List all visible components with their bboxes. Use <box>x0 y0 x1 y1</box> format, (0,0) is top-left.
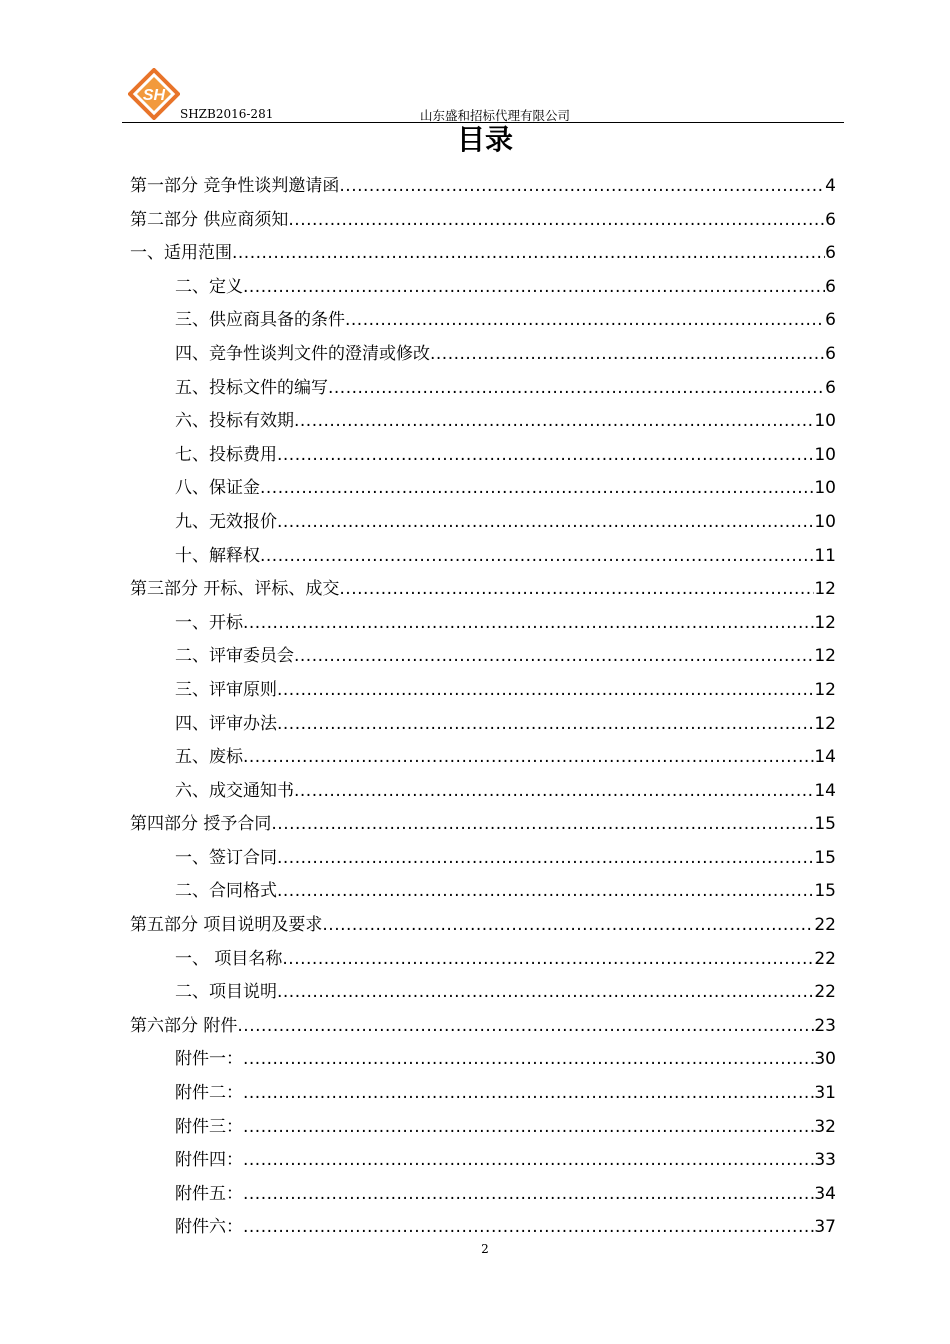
toc-entry[interactable] <box>130 607 836 641</box>
toc-dot-leader <box>294 405 814 439</box>
toc-entry-page: 12 <box>814 713 836 734</box>
page-number: 2 <box>481 1242 489 1256</box>
toc-entry[interactable] <box>130 405 836 439</box>
toc-entry-page: 34 <box>814 1183 836 1204</box>
toc-entry[interactable] <box>130 708 836 742</box>
toc-entry-page: 6 <box>825 209 836 230</box>
toc-entry-page: 10 <box>814 411 836 432</box>
toc-dot-leader <box>243 1211 814 1245</box>
toc-dot-leader <box>294 775 814 809</box>
toc-entry-page: 10 <box>814 478 836 499</box>
toc-entry-page: 11 <box>814 545 836 566</box>
toc-dot-leader <box>345 304 825 338</box>
toc-dot-leader <box>277 708 814 742</box>
toc-entry-label: 附件六： <box>175 1217 243 1238</box>
toc-entry[interactable] <box>130 1077 836 1111</box>
toc-entry-page: 6 <box>825 310 836 331</box>
toc-dot-leader <box>288 204 825 238</box>
toc-entry-label: 第一部分 竞争性谈判邀请函 <box>130 176 340 196</box>
toc-entry-label: 一、签订合同 <box>175 847 277 868</box>
toc-entry[interactable] <box>130 943 836 977</box>
toc-entry-label: 附件五： <box>175 1183 243 1204</box>
toc-entry[interactable] <box>130 573 836 607</box>
toc-entry-page: 4 <box>825 176 836 196</box>
toc-entry-label: 九、无效报价 <box>175 511 277 532</box>
toc-entry-page: 31 <box>814 1083 836 1104</box>
toc-dot-leader <box>243 607 814 641</box>
toc-entry-label: 十、解释权 <box>175 545 260 566</box>
toc-entry-label: 二、定义 <box>175 276 243 297</box>
toc-entry-page: 12 <box>814 646 836 667</box>
toc-entry-page: 23 <box>814 1015 836 1036</box>
document-code: SHZB2016-281 <box>180 107 274 121</box>
toc-entry[interactable] <box>130 1144 836 1178</box>
toc-entry[interactable] <box>130 1111 836 1145</box>
toc-dot-leader <box>237 1010 814 1044</box>
toc-entry-page: 37 <box>814 1217 836 1238</box>
toc-entry-page: 15 <box>814 881 836 902</box>
toc-entry-page: 12 <box>814 679 836 700</box>
toc-entry-page: 6 <box>825 343 836 364</box>
toc-entry-page: 22 <box>814 915 836 936</box>
toc-entry-page: 14 <box>814 747 836 768</box>
toc-entry-label: 附件四： <box>175 1150 243 1171</box>
toc-entry-label: 一、开标 <box>175 612 243 633</box>
toc-entry-page: 22 <box>814 948 836 969</box>
toc-entry[interactable] <box>130 808 836 842</box>
toc-entry-page: 15 <box>814 847 836 868</box>
toc-entry-page: 10 <box>814 511 836 532</box>
toc-entry[interactable] <box>130 372 836 406</box>
toc-dot-leader <box>243 1077 814 1111</box>
toc-dot-leader <box>294 640 814 674</box>
toc-entry[interactable] <box>130 338 836 372</box>
toc-dot-leader <box>243 741 814 775</box>
toc-dot-leader <box>260 472 814 506</box>
toc-dot-leader <box>322 909 814 943</box>
toc-entry[interactable] <box>130 439 836 473</box>
toc-entry-label: 第四部分 授予合同 <box>130 814 272 835</box>
toc-entry[interactable] <box>130 237 836 271</box>
toc-entry[interactable] <box>130 1211 836 1245</box>
toc-entry[interactable] <box>130 976 836 1010</box>
toc-entry[interactable] <box>130 506 836 540</box>
logo-letters: SH <box>142 87 166 104</box>
toc-entry[interactable] <box>130 1010 836 1044</box>
toc-dot-leader <box>243 1043 814 1077</box>
toc-entry-label: 二、项目说明 <box>175 982 277 1003</box>
toc-entry-page: 32 <box>814 1116 836 1137</box>
toc-dot-leader <box>243 1111 814 1145</box>
toc-entry-page: 14 <box>814 780 836 801</box>
toc-entry[interactable] <box>130 674 836 708</box>
toc-entry[interactable] <box>130 875 836 909</box>
toc-dot-leader <box>277 842 814 876</box>
toc-entry-label: 附件二： <box>175 1083 243 1104</box>
toc-entry-page: 30 <box>814 1049 836 1070</box>
toc-entry-page: 22 <box>814 982 836 1003</box>
toc-entry-label: 六、成交通知书 <box>175 780 294 801</box>
toc-dot-leader <box>260 540 814 574</box>
toc-entry-label: 一、适用范围 <box>130 243 232 264</box>
toc-entry[interactable] <box>130 1178 836 1212</box>
toc-entry[interactable] <box>130 1043 836 1077</box>
toc-entry-label: 二、评审委员会 <box>175 646 294 667</box>
toc-entry-label: 一、 项目名称 <box>175 948 283 969</box>
toc-entry-page: 6 <box>825 377 836 398</box>
toc-dot-leader <box>277 439 814 473</box>
toc-dot-leader <box>277 976 814 1010</box>
toc-entry[interactable] <box>130 909 836 943</box>
toc-entry[interactable] <box>130 540 836 574</box>
toc-entry-label: 第二部分 供应商须知 <box>130 209 289 230</box>
toc-dot-leader <box>282 943 814 977</box>
toc-entry[interactable] <box>130 170 836 204</box>
toc-entry[interactable] <box>130 741 836 775</box>
company-name: 山东盛和招标代理有限公司 <box>420 108 571 123</box>
toc-dot-leader <box>277 674 814 708</box>
toc-entry-page: 12 <box>814 612 836 633</box>
table-of-contents <box>130 170 836 1245</box>
toc-entry-label: 第五部分 项目说明及要求 <box>130 915 323 936</box>
toc-entry-label: 二、合同格式 <box>175 881 277 902</box>
toc-entry[interactable] <box>130 304 836 338</box>
toc-entry[interactable] <box>130 204 836 238</box>
sh-diamond-logo-icon <box>128 68 180 120</box>
toc-entry-label: 四、评审办法 <box>175 713 277 734</box>
toc-entry[interactable] <box>130 472 836 506</box>
toc-dot-leader <box>339 573 814 607</box>
toc-entry-label: 第六部分 附件 <box>130 1015 238 1036</box>
toc-entry[interactable] <box>130 640 836 674</box>
toc-entry[interactable] <box>130 842 836 876</box>
toc-entry[interactable] <box>130 271 836 305</box>
toc-entry-page: 6 <box>825 243 836 264</box>
toc-entry-page: 6 <box>825 276 836 297</box>
toc-dot-leader <box>430 338 825 372</box>
toc-dot-leader <box>271 808 814 842</box>
toc-entry[interactable] <box>130 775 836 809</box>
toc-dot-leader <box>243 1178 814 1212</box>
toc-entry-label: 六、投标有效期 <box>175 411 294 432</box>
toc-entry-label: 八、保证金 <box>175 478 260 499</box>
toc-entry-label: 四、竞争性谈判文件的澄清或修改 <box>175 343 430 364</box>
toc-entry-label: 五、废标 <box>175 747 243 768</box>
toc-entry-page: 10 <box>814 444 836 465</box>
toc-dot-leader <box>277 506 814 540</box>
toc-entry-label: 三、评审原则 <box>175 679 277 700</box>
toc-entry-label: 七、投标费用 <box>175 444 277 465</box>
toc-entry-page: 33 <box>814 1150 836 1171</box>
toc-dot-leader <box>277 875 814 909</box>
toc-dot-leader <box>243 1144 814 1178</box>
toc-dot-leader <box>232 237 825 271</box>
toc-dot-leader <box>328 372 825 406</box>
toc-entry-label: 附件三： <box>175 1116 243 1137</box>
toc-entry-label: 第三部分 开标、评标、成交 <box>130 579 340 600</box>
toc-entry-label: 五、投标文件的编写 <box>175 377 328 398</box>
toc-entry-page: 15 <box>814 814 836 835</box>
toc-title: 目录 <box>456 123 513 156</box>
toc-entry-page: 12 <box>814 579 836 600</box>
toc-dot-leader <box>243 271 825 305</box>
toc-entry-label: 附件一： <box>175 1049 243 1070</box>
toc-dot-leader <box>339 170 825 204</box>
toc-entry-label: 三、供应商具备的条件 <box>175 310 345 331</box>
